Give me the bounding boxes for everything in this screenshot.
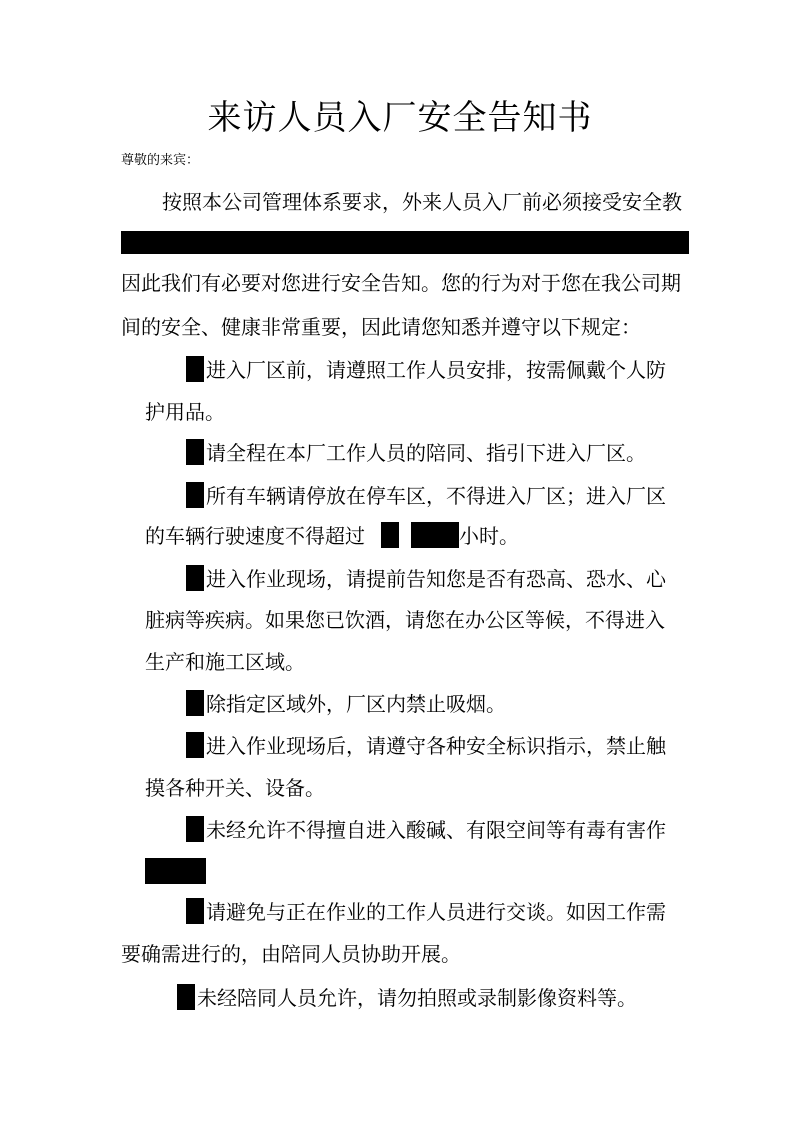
rule-8-line-2: 要确需进行的，由陪同人员协助开展。 bbox=[121, 942, 461, 966]
rule-8-line-1: 请避免与正在作业的工作人员进行交谈。如因工作需 bbox=[186, 898, 666, 926]
rule-4-line-3: 生产和施工区域。 bbox=[145, 650, 305, 674]
rule-3-line-2: 的车辆行驶速度不得超过 小时。 bbox=[145, 524, 519, 548]
rule-4-line-2: 脏病等疾病。如果您已饮酒，请您在办公区等候，不得进入 bbox=[145, 608, 665, 632]
rule-9-line-1: 未经陪同人员允许，请勿拍照或录制影像资料等。 bbox=[177, 984, 637, 1012]
intro-line-3: 间的安全、健康非常重要，因此请您知悉并遵守以下规定： bbox=[121, 315, 641, 339]
redacted-bullet bbox=[186, 356, 204, 382]
rule-1-line-2: 护用品。 bbox=[145, 400, 225, 424]
redacted-bullet bbox=[186, 482, 204, 508]
rule-6-line-1: 进入作业现场后，请遵守各种安全标识指示，禁止触 bbox=[186, 732, 666, 760]
rule-6-line-2: 摸各种开关、设备。 bbox=[145, 776, 325, 800]
rule-1-line-1: 进入厂区前，请遵照工作人员安排，按需佩戴个人防 bbox=[186, 356, 666, 384]
rule-3-line-1: 所有车辆请停放在停车区，不得进入厂区；进入厂区 bbox=[186, 482, 666, 510]
intro-line-1: 按照本公司管理体系要求，外来人员入厂前必须接受安全教 bbox=[162, 190, 682, 214]
document-title: 来访人员入厂安全告知书 bbox=[207, 98, 593, 138]
salutation: 尊敬的来宾： bbox=[121, 153, 200, 168]
rule-7-line-1: 未经允许不得擅自进入酸碱、有限空间等有毒有害作 bbox=[186, 816, 666, 844]
redacted-bullet bbox=[186, 565, 204, 591]
redacted-bullet bbox=[186, 690, 204, 716]
redacted-speed-value bbox=[381, 522, 399, 548]
rule-4-line-1: 进入作业现场，请提前告知您是否有恐高、恐水、心 bbox=[186, 565, 666, 593]
redacted-bullet bbox=[177, 984, 195, 1010]
redacted-bullet bbox=[186, 439, 204, 465]
rule-2-line-1: 请全程在本厂工作人员的陪同、指引下进入厂区。 bbox=[186, 439, 646, 467]
rule-5-line-1: 除指定区域外，厂区内禁止吸烟。 bbox=[186, 690, 506, 718]
redacted-bullet bbox=[186, 732, 204, 758]
redacted-text-block bbox=[145, 858, 206, 884]
redacted-speed-unit bbox=[411, 522, 459, 548]
redacted-line bbox=[121, 231, 689, 254]
redacted-bullet bbox=[186, 898, 204, 924]
redacted-bullet bbox=[186, 816, 204, 842]
intro-line-2: 因此我们有必要对您进行安全告知。您的行为对于您在我公司期 bbox=[121, 271, 681, 295]
